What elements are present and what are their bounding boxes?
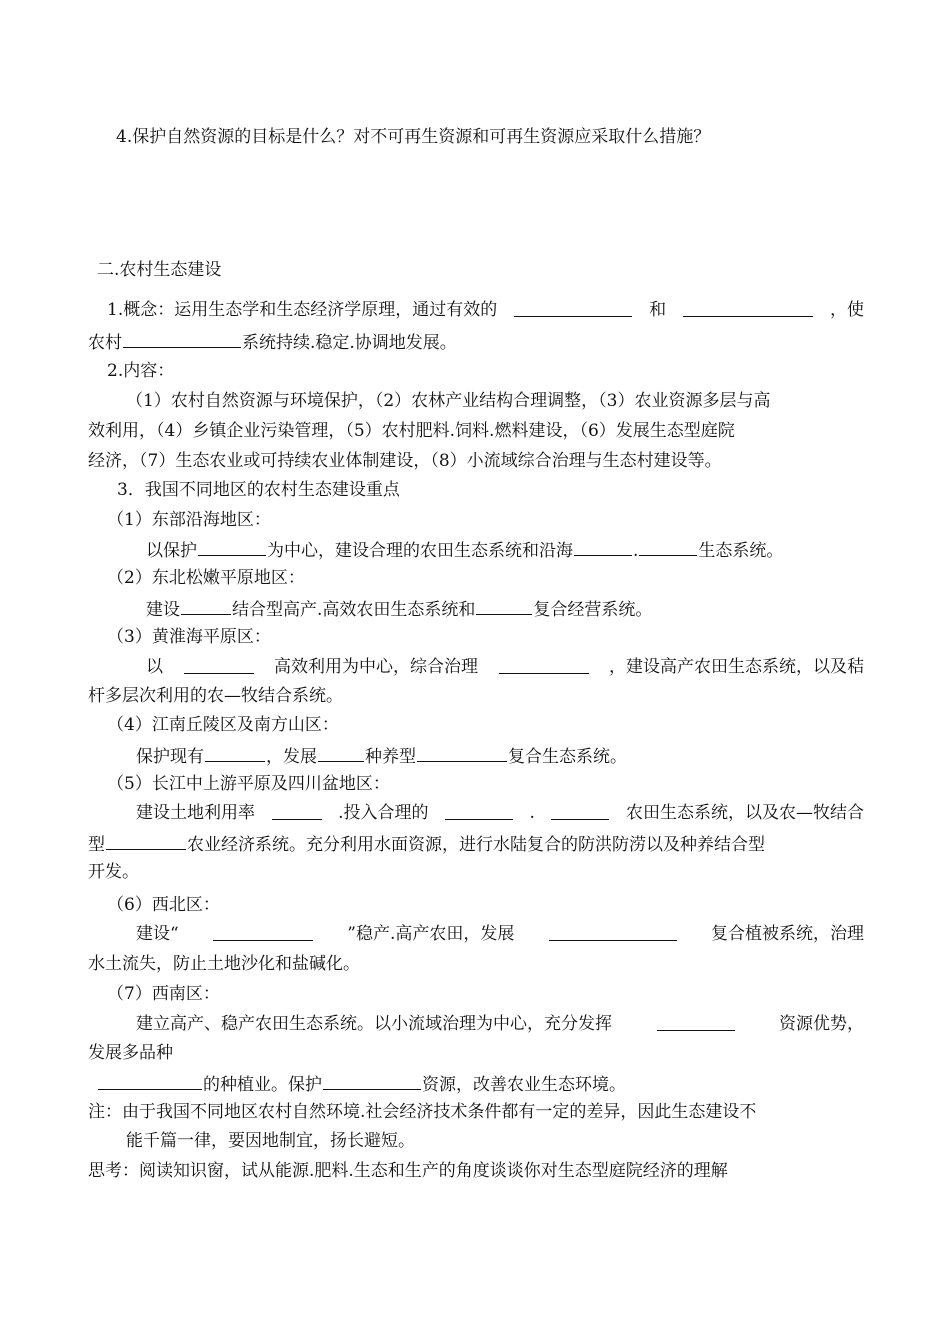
region-6-text	[136, 923, 864, 945]
r7-e: 资源，改善农业生态环境。	[422, 1075, 626, 1095]
region-5-text-3: 开发。	[88, 862, 139, 882]
r5-c: .	[529, 803, 535, 823]
r7-b: 资源优势，	[779, 1014, 864, 1034]
blank[interactable]	[417, 744, 507, 762]
blank[interactable]	[198, 538, 266, 556]
r2-a: 建设	[146, 600, 180, 620]
r6-c: 复合植被系统，治理	[711, 924, 864, 944]
r4-b: ，发展	[266, 747, 317, 767]
content-line-2: 效利用，（4）乡镇企业污染管理，（5）农村肥料.饲料.燃料建设，（6）发展生态型庭院	[88, 421, 735, 441]
blank[interactable]	[123, 330, 241, 348]
blank[interactable]	[514, 299, 632, 317]
r1-d: 生态系统。	[698, 541, 784, 561]
concept-text-a: 1.概念：运用生态学和生态经济学原理，通过有效的	[107, 300, 498, 320]
blank[interactable]	[551, 802, 609, 820]
blank[interactable]	[499, 656, 589, 674]
blank[interactable]	[549, 923, 677, 941]
r1-c: .	[633, 541, 639, 561]
blank[interactable]	[639, 538, 697, 556]
blank[interactable]	[205, 744, 265, 762]
region-2-title: （2）东北松嫩平原地区：	[107, 568, 305, 588]
r1-a: 以保护	[146, 541, 197, 561]
note-line-2: 能千篇一律，要因地制宜，扬长避短。	[126, 1131, 415, 1151]
blank[interactable]	[574, 538, 632, 556]
think-prompt: 思考：阅读知识窗，试从能源.肥料.生态和生产的角度谈谈你对生态型庭院经济的理解	[88, 1161, 728, 1181]
content-line-3: 经济，（7）生态农业或可持续农业体制建设，（8）小流域综合治理与生态村建设等。	[88, 451, 722, 471]
region-7-text-3	[97, 1072, 877, 1096]
region-7-text-2: 发展多品种	[88, 1043, 173, 1063]
region-5-text	[136, 802, 864, 824]
content-title: 2.内容：	[107, 361, 175, 381]
r7-a: 建立高产、稳产农田生态系统。以小流域治理为中心，充分发挥	[136, 1014, 612, 1034]
note-line-1: 注：由于我国不同地区农村自然环境.社会经济技术条件都有一定的差异，因此生态建设不	[88, 1102, 757, 1122]
blank[interactable]	[106, 832, 186, 850]
region-3-text-2: 杆多层次利用的农—牧结合系统。	[88, 686, 343, 706]
content-line-1: （1）农村自然资源与环境保护，（2）农林产业结构合理调整，（3）农业资源多层与高	[126, 391, 771, 411]
region-7-text	[136, 1013, 864, 1035]
region-5-text-2	[88, 832, 868, 856]
blank[interactable]	[98, 1072, 202, 1090]
concept-text-e: 系统持续.稳定.协调地发展。	[242, 333, 457, 353]
r3-a: 以	[146, 657, 163, 677]
region-1-text	[146, 538, 926, 562]
region-4-text	[136, 744, 916, 768]
r1-b: 为中心，建设合理的农田生态系统和沿海	[267, 541, 573, 561]
r6-a: 建设“	[136, 924, 179, 944]
blank[interactable]	[184, 656, 254, 674]
r2-c: 复合经营系统。	[533, 600, 653, 620]
r5-b: .投入合理的	[338, 803, 429, 823]
concept-text-c: ，使	[829, 300, 864, 320]
blank[interactable]	[476, 597, 532, 615]
concept-line-1	[107, 299, 864, 321]
blank[interactable]	[213, 923, 313, 941]
blank[interactable]	[181, 597, 231, 615]
r5-f: 农业经济系统。充分利用水面资源，进行水陆复合的防洪防涝以及种养结合型	[187, 835, 765, 855]
r5-d: 农田生态系统，以及农—牧结合	[626, 803, 864, 823]
region-7-title: （7）西南区：	[107, 984, 220, 1004]
region-6-title: （6）西北区：	[107, 895, 220, 915]
region-3-text	[146, 656, 864, 678]
region-6-text-2: 水土流失，防止土地沙化和盐碱化。	[88, 954, 360, 974]
question-4: 4.保护自然资源的目标是什么？对不可再生资源和可再生资源应采取什么措施？	[116, 127, 711, 147]
r7-d: 的种植业。保护	[203, 1075, 322, 1095]
blank[interactable]	[323, 1072, 421, 1090]
r4-d: 复合生态系统。	[508, 747, 627, 767]
region-3-title: （3）黄淮海平原区：	[107, 627, 271, 647]
region-5-title: （5）长江中上游平原及四川盆地区：	[107, 774, 390, 794]
r6-b: ”稳产.高产农田，发展	[347, 924, 515, 944]
concept-text-d: 农村	[88, 333, 122, 353]
regions-title: 3．我国不同地区的农村生态建设重点	[117, 480, 400, 500]
r4-c: 种养型	[365, 747, 416, 767]
concept-text-b: 和	[649, 300, 667, 320]
region-2-text	[146, 597, 926, 621]
r4-a: 保护现有	[136, 747, 204, 767]
concept-line-2	[88, 330, 868, 354]
r2-b: 结合型高产.高效农田生态系统和	[232, 600, 476, 620]
blank[interactable]	[657, 1013, 735, 1031]
region-1-title: （1）东部沿海地区：	[107, 510, 271, 530]
r3-c: ，建设高产农田生态系统，以及秸	[609, 657, 864, 677]
blank[interactable]	[445, 802, 513, 820]
section-2-title: 二.农村生态建设	[97, 260, 222, 280]
blank[interactable]	[318, 744, 364, 762]
r5-a: 建设土地利用率	[136, 803, 255, 823]
blank[interactable]	[683, 299, 813, 317]
r5-e: 型	[88, 835, 105, 855]
blank[interactable]	[272, 802, 322, 820]
region-4-title: （4）江南丘陵区及南方山区：	[107, 715, 339, 735]
r3-b: 高效利用为中心，综合治理	[274, 657, 478, 677]
